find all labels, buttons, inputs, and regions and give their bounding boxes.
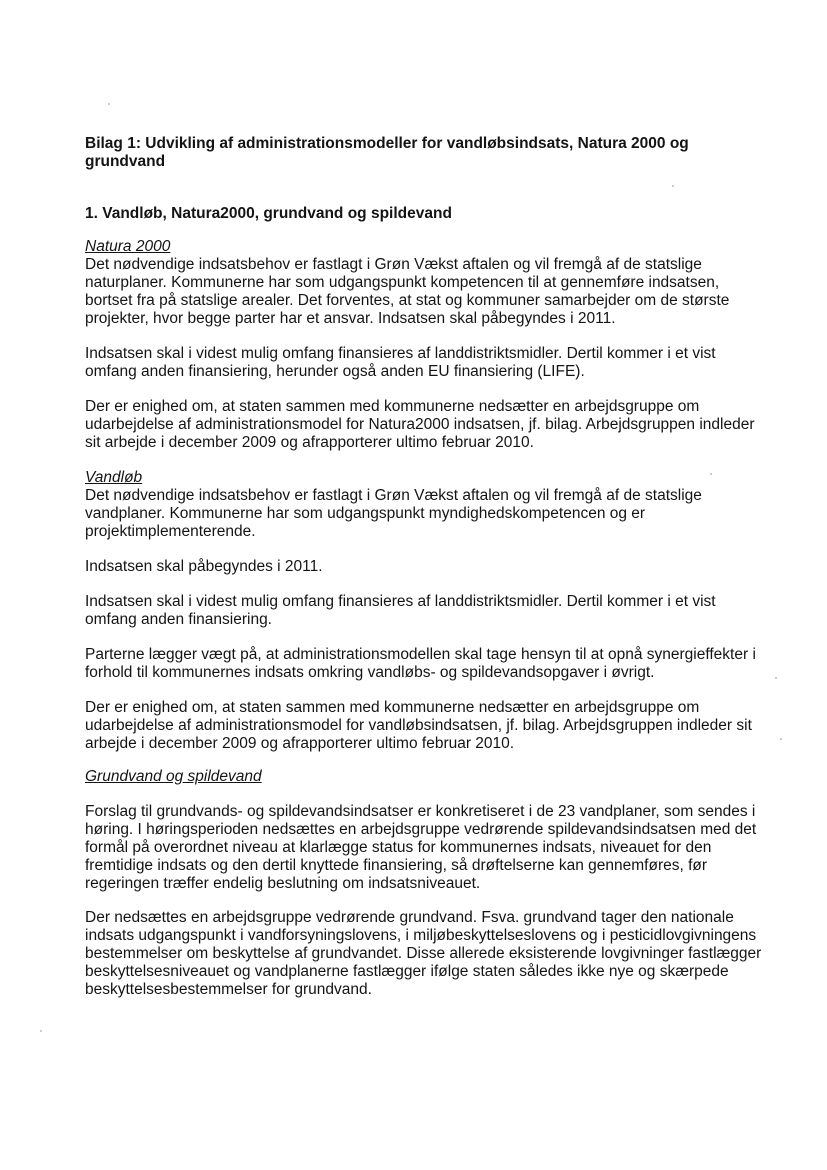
scan-speck: [780, 738, 782, 740]
vandlob-heading: Vandløb: [85, 469, 143, 486]
scan-speck: [40, 1030, 42, 1032]
natura-paragraph-3: Der er enighed om, at staten sammen med kommunerne nedsætter en arbejdsgruppe om udarbejdelse af administrationsmodel for Natura2000 indsatsen, jf. bilag. Arbejdsgruppen indleder sit arbejde i december 2009 og afrapporterer ultimo februar 2010.: [85, 398, 755, 451]
vandlob-paragraph-4: Parterne lægger vægt på, at administrationsmodellen skal tage hensyn til at opnå synergieffekter i forhold til kommunernes indsats omkring vandløbs- og spildevandsopgaver i øvrigt.: [85, 646, 756, 681]
scan-speck: [108, 103, 110, 105]
vandlob-start: [85, 558, 765, 576]
grundvand-heading-block: [85, 768, 765, 786]
scan-speck: [710, 473, 712, 475]
grundvand-paragraph-2: Der nedsættes en arbejdsgruppe vedrørende grundvand. Fsva. grundvand tager den nationale indsats udgangspunkt i vandforsyningslovens, i miljøbeskyttelseslovens og i pesticidlovgivningens bestemmelser om beskyttelse af grundvandet. Disse allerede eksisterende lovgivninger fastlægger beskyttelsesniveauet og vandplanerne fastlægger ifølge staten således ikke nye og skærpede beskyttelsesbestemmelser for grundvand.: [85, 909, 762, 998]
natura-section: [85, 238, 765, 328]
document-page: [85, 135, 765, 998]
vandlob-paragraph-2: Indsatsen skal påbegyndes i 2011.: [85, 558, 323, 575]
natura-paragraph-1: Det nødvendige indsatsbehov er fastlagt i Grøn Vækst aftalen og vil fremgå af de statslige naturplaner. Kommunerne har som udgangspunkt kompetencen til at gennemføre indsatsen, bortset fra på statslige arealer. Det forventes, at stat og kommuner samarbejder om de største projekter, hvor begge parter har et ansvar. Indsatsen skal påbegyndes i 2011.: [85, 256, 730, 327]
natura-heading: Natura 2000: [85, 238, 171, 255]
vandlob-synergy: [85, 646, 765, 682]
grundvand-workgroup: [85, 909, 765, 999]
vandlob-paragraph-3: Indsatsen skal i videst mulig omfang finansieres af landdistriktsmidler. Dertil kommer i et vist omfang anden finansiering.: [85, 593, 716, 628]
vandlob-financing: [85, 593, 765, 629]
grundvand-heading: Grundvand og spildevand: [85, 768, 262, 785]
section-heading: 1. Vandløb, Natura2000, grundvand og spildevand: [85, 205, 452, 222]
scan-speck: [775, 677, 777, 679]
natura-paragraph-2: Indsatsen skal i videst mulig omfang finansieres af landdistriktsmidler. Dertil kommer i et vist omfang anden finansiering, herunder også anden EU finansiering (LIFE).: [85, 345, 716, 380]
vandlob-workgroup: [85, 699, 765, 753]
grundvand-spildevand: [85, 803, 765, 893]
vandlob-paragraph-1: Det nødvendige indsatsbehov er fastlagt i Grøn Vækst aftalen og vil fremgå af de statslige vandplaner. Kommunerne har som udgangspunkt myndighedskompetencen og er projektimplementerende.: [85, 487, 702, 540]
natura-workgroup: [85, 398, 765, 452]
scan-speck: [672, 185, 674, 187]
document-title: Bilag 1: Udvikling af administrationsmodeller for vandløbsindsats, Natura 2000 og grundvand: [85, 135, 689, 170]
vandlob-section: [85, 469, 765, 541]
vandlob-paragraph-5: Der er enighed om, at staten sammen med kommunerne nedsætter en arbejdsgruppe om udarbejdelse af administrationsmodel for vandløbsindsatsen, jf. bilag. Arbejdsgruppen indleder sit arbejde i december 2009 og afrapporterer ultimo februar 2010.: [85, 699, 752, 752]
grundvand-paragraph-1: Forslag til grundvands- og spildevandsindsatser er konkretiseret i de 23 vandplaner, som sendes i høring. I høringsperioden nedsættes en arbejdsgruppe vedrørende spildevandsindsatsen med det formål på overordnet niveau at klarlægge status for kommunernes indsats, niveauet for den fremtidige indsats og den dertil knyttede finansiering, så drøftelserne kan gennemføres, før regeringen træffer endelig beslutning om indsatsniveauet.: [85, 803, 757, 892]
natura-financing: [85, 345, 765, 381]
